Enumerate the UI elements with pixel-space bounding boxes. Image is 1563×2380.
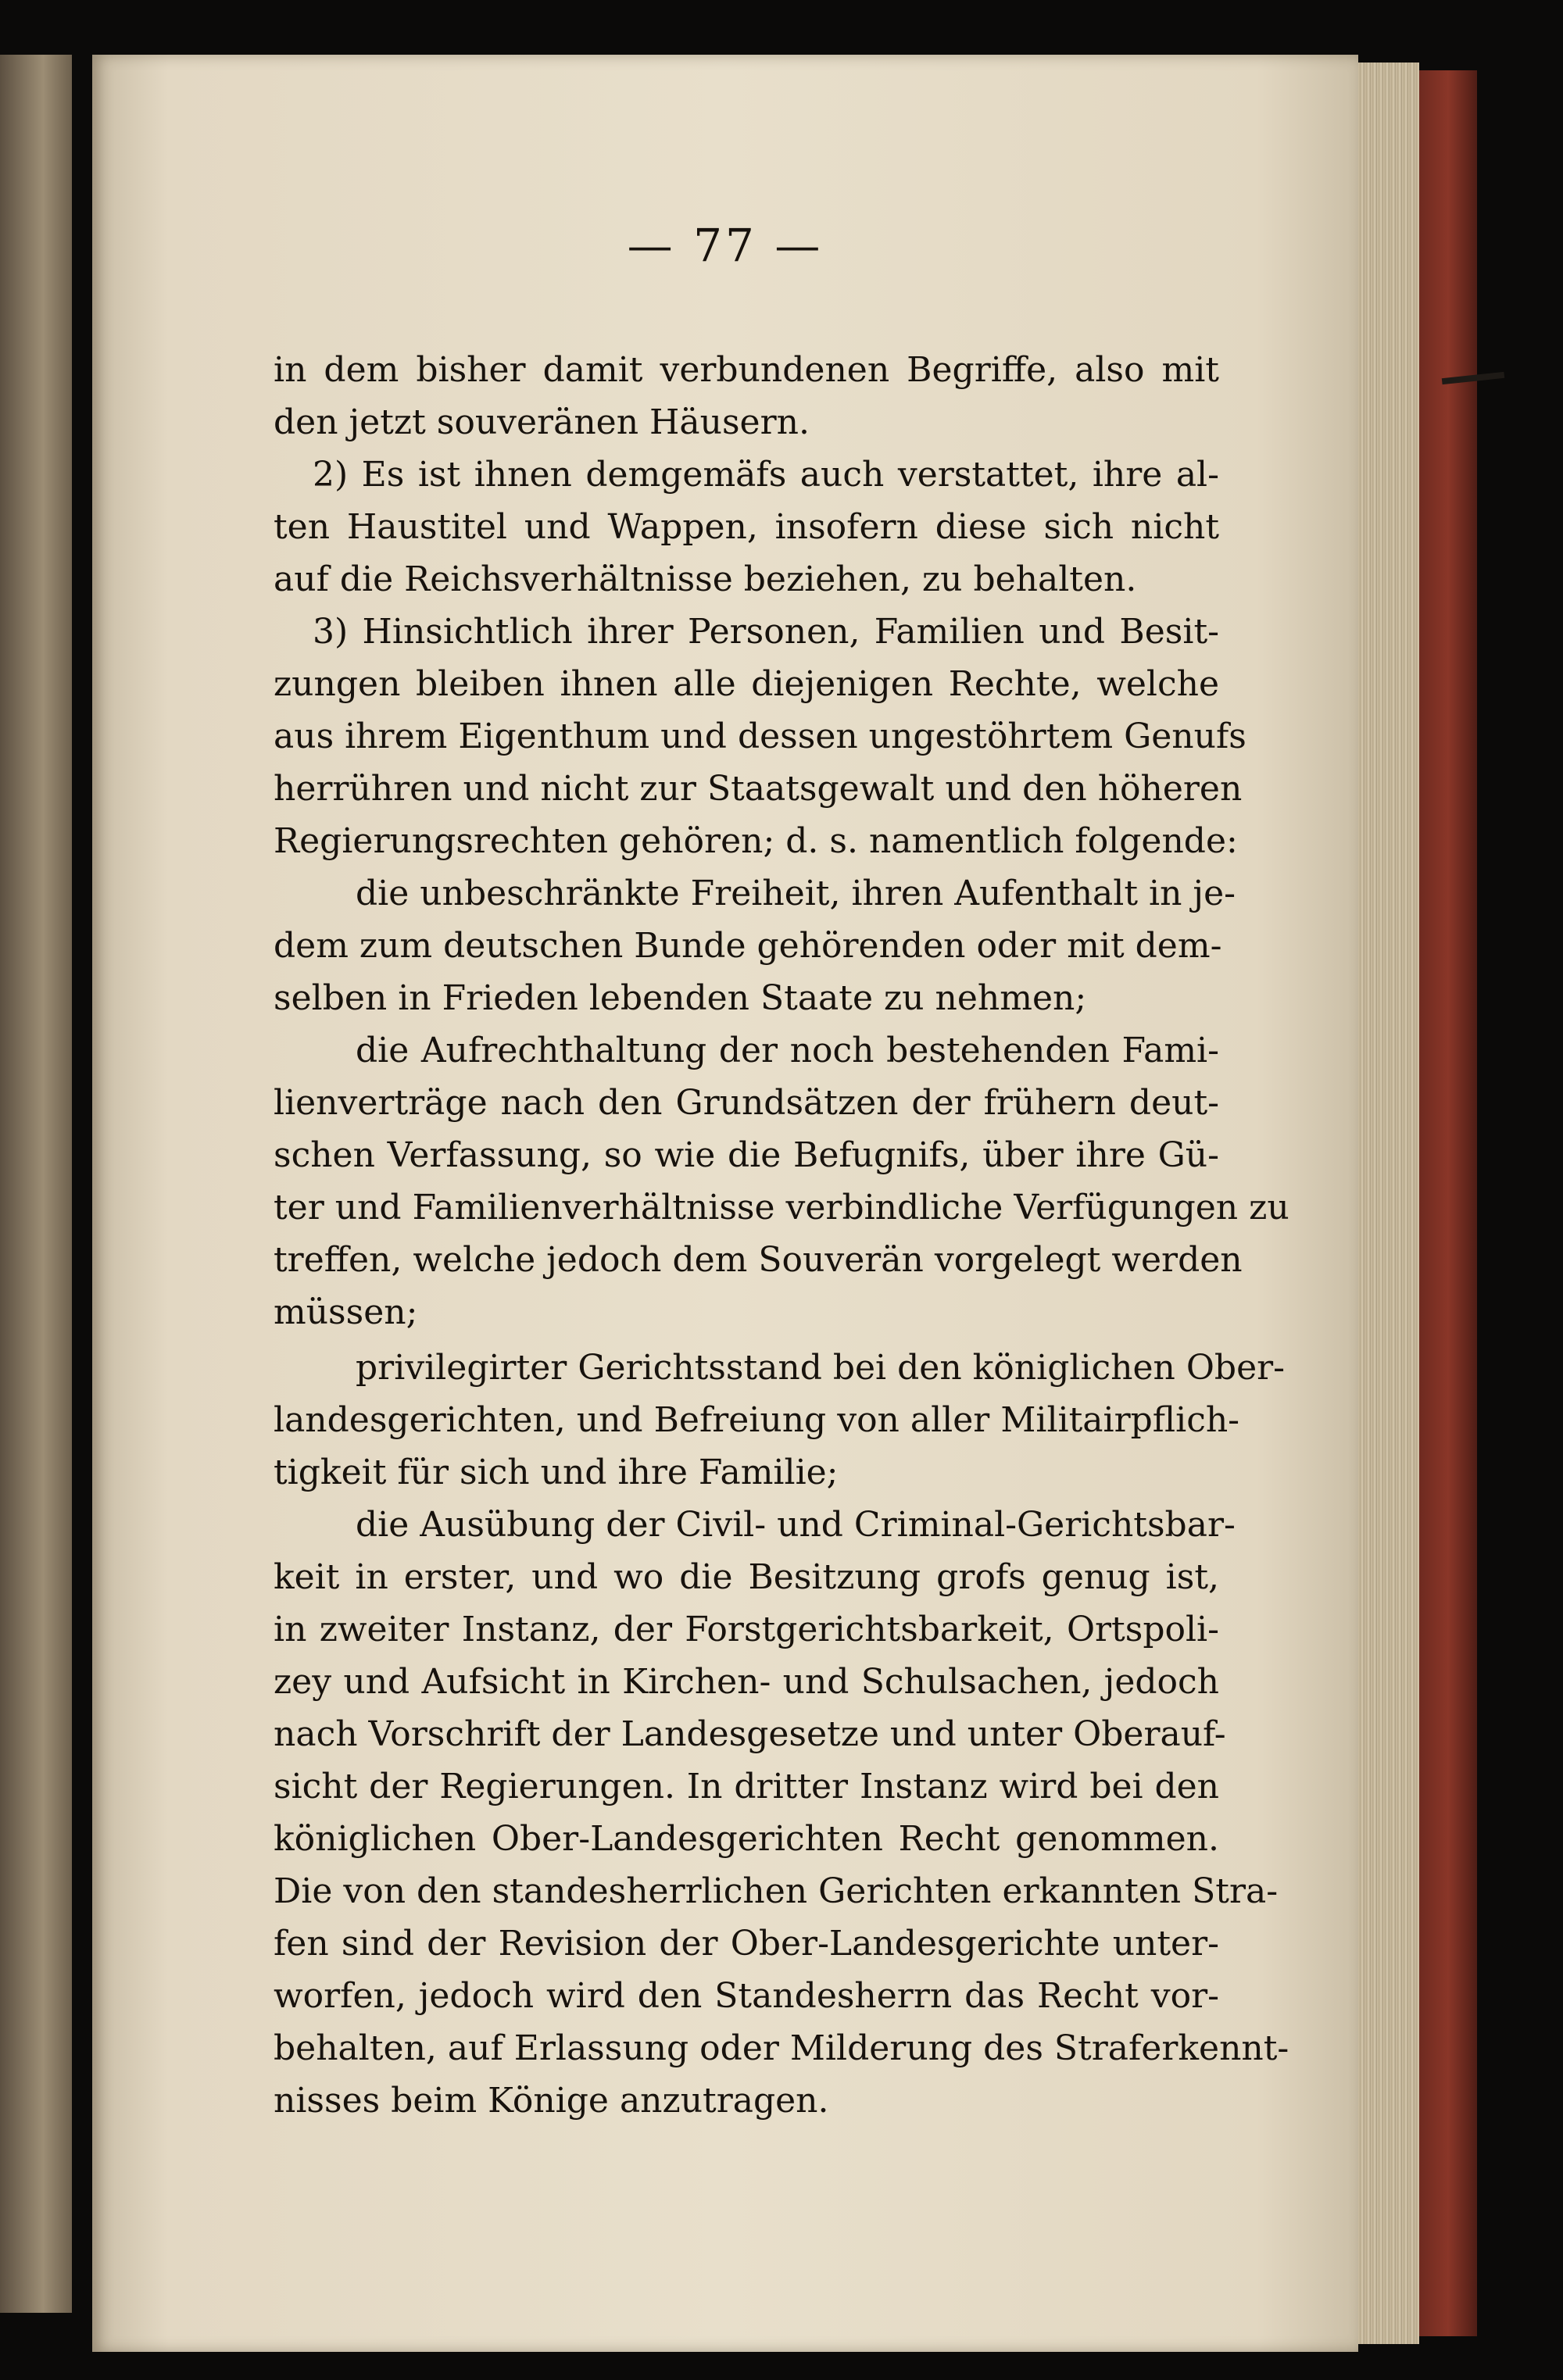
text-line: treffen, welche jedoch dem Souverän vorgelegt werden — [274, 1240, 1243, 1280]
text-line: ter und Familienverhältnisse verbindliche Verfügungen zu — [274, 1188, 1289, 1228]
text-line: nach Vorschrift der Landesgesetze und unter Oberauf- — [274, 1714, 1226, 1754]
text-line: zey und Aufsicht in Kirchen- und Schulsachen, jedoch — [274, 1662, 1219, 1702]
page-text — [274, 344, 1289, 2127]
text-line: zungen bleiben ihnen alle diejenigen Rechte, welche — [274, 664, 1219, 704]
text-line: schen Verfassung, so wie die Befugnifs, über ihre Gü- — [274, 1135, 1219, 1175]
text-line: behalten, auf Erlassung oder Milderung des Straferkennt- — [274, 2028, 1289, 2068]
page-block-edges — [1358, 63, 1419, 2344]
text-line: den jetzt souveränen Häusern. — [274, 402, 810, 442]
text-line: in zweiter Instanz, der Forstgerichtsbarkeit, Ortspoli- — [274, 1610, 1219, 1649]
text-line: 2) Es ist ihnen demgemäfs auch verstattet, ihre al- — [313, 455, 1219, 495]
text-line: auf die Reichsverhältnisse beziehen, zu behalten. — [274, 559, 1137, 599]
text-line: in dem bisher damit verbundenen Begriffe, also mit — [274, 350, 1219, 390]
text-line: 3) Hinsichtlich ihrer Personen, Familien und Besit- — [313, 612, 1219, 652]
text-line: die Aufrechthaltung der noch bestehenden Fami- — [356, 1031, 1219, 1070]
text-line: sicht der Regierungen. In dritter Instanz wird bei den — [274, 1767, 1219, 1806]
text-line: selben in Frieden lebenden Staate zu nehmen; — [274, 978, 1087, 1018]
text-line: Regierungsrechten gehören; d. s. namentlich folgende: — [274, 821, 1238, 861]
text-line: nisses beim Könige anzutragen. — [274, 2081, 829, 2121]
text-line: tigkeit für sich und ihre Familie; — [274, 1453, 839, 1492]
text-line: herrühren und nicht zur Staatsgewalt und den höheren — [274, 769, 1243, 809]
text-line: dem zum deutschen Bunde gehörenden oder mit dem- — [274, 926, 1222, 966]
text-line: privilegirter Gerichtsstand bei den königlichen Ober- — [356, 1348, 1286, 1388]
text-line: lienverträge nach den Grundsätzen der frühern deut- — [274, 1083, 1219, 1123]
text-line: ten Haustitel und Wappen, insofern diese sich nicht — [274, 507, 1219, 547]
text-line: Die von den standesherrlichen Gerichten erkannten Stra- — [274, 1871, 1279, 1911]
text-line: landesgerichten, und Befreiung von aller Militairpflich- — [274, 1400, 1240, 1440]
text-line: fen sind der Revision der Ober-Landesgerichte unter- — [274, 1924, 1219, 1964]
text-line: aus ihrem Eigenthum und dessen ungestöhrtem Genufs — [274, 717, 1246, 756]
text-line: müssen; — [274, 1292, 418, 1332]
book-cover-edge — [1419, 70, 1477, 2336]
facing-page-edge — [0, 55, 72, 2313]
page-number: — 77 — — [627, 219, 824, 272]
text-line: worfen, jedoch wird den Standesherrn das Recht vor- — [274, 1976, 1219, 2016]
book-page — [92, 55, 1358, 2352]
text-line: königlichen Ober-Landesgerichten Recht genommen. — [274, 1819, 1219, 1859]
text-line: keit in erster, und wo die Besitzung grofs genug ist, — [274, 1557, 1219, 1597]
text-line: die unbeschränkte Freiheit, ihren Aufenthalt in je- — [356, 874, 1236, 913]
text-line: die Ausübung der Civil- und Criminal-Gerichtsbar- — [356, 1505, 1236, 1545]
